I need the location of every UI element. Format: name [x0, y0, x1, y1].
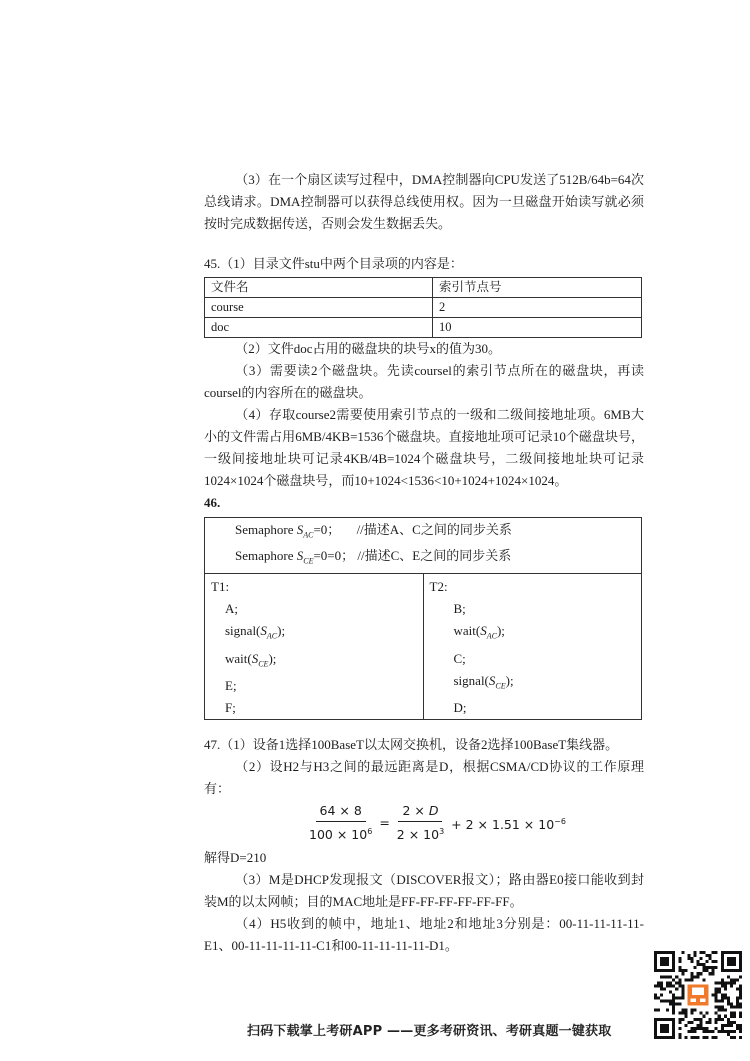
- q47-part3: （3）M是DHCP发现报文（DISCOVER报文）；路由器E0接口能收到封装M的以太网帧；目的MAC地址是FF-FF-FF-FF-FF-FF。: [204, 871, 644, 909]
- answer-page: [204, 169, 644, 957]
- q45-part1: 45.（1）目录文件stu中两个目录项的内容是：: [204, 256, 463, 271]
- statement: $signal(S_{AC})$;: [225, 623, 286, 641]
- rhs-fraction: $\frac{2 \times D}{2 \times 10^3}$: [396, 803, 445, 843]
- header-inode: 索引节点号: [433, 278, 642, 298]
- q45-part4: （4）存取course2需要使用索引节点的一级和二级间接地址项。6MB大小的文件需占用6MB/4KB=1536个磁盘块。直接地址项可记录10个磁盘块号，一级间接地址块可记录4KB/4B=1024个磁盘块号，二级间接地址块可记录1024×1024个磁盘块号，而10+1024<1536<10+1024+1024×1024。: [204, 407, 644, 488]
- cell-inode: 2: [433, 298, 642, 318]
- cell-filename: doc: [205, 318, 433, 338]
- q46-number: 46.: [204, 495, 221, 510]
- statement: B;: [453, 601, 466, 617]
- declaration-ac: Semaphore $S_{AC}=0$； //描述A、C之间的同步关系: [235, 522, 512, 540]
- thread-columns: [205, 574, 641, 719]
- statement: D;: [453, 700, 467, 716]
- qr-code-icon[interactable]: [654, 951, 742, 1039]
- cell-filename: course: [205, 298, 433, 318]
- q47-part2: （2）设H2与H3之间的最远距离是D，根据CSMA/CD协议的工作原理有：: [204, 759, 644, 797]
- statement: A;: [225, 601, 238, 617]
- q44-part3: （3）在一个扇区读写过程中，DMA控制器向CPU发送了512B/64b=64次总线请求。DMA控制器可以获得总线使用权。因为一旦磁盘开始读写就必须按时完成数据传送，否则会发生数据丢失。: [204, 172, 644, 231]
- thread-label: T1:: [211, 579, 230, 595]
- declaration-ce: Semaphore $S_{CE}=0=0$； //描述C、E之间的同步关系: [235, 547, 512, 566]
- semaphore-table: [204, 517, 642, 720]
- cell-inode: 10: [433, 318, 642, 338]
- q45-part3: （3）需要读2个磁盘块。先读coursel的索引节点所在的磁盘块，再读coursel的内容所在的磁盘块。: [204, 363, 644, 400]
- q47-solve: 解得D=210: [204, 849, 267, 865]
- statement: $wait(S_{CE})$;: [225, 650, 277, 669]
- semaphore-declarations: [205, 518, 641, 574]
- thread-t2: [423, 574, 642, 719]
- q45-part2: （2）文件doc占用的磁盘块的块号x的值为30。: [235, 341, 501, 356]
- lhs-fraction: $\frac{64 \times 8}{100 \times 10^6}$: [309, 803, 373, 843]
- formula-tail: + $2 \times 1.51 \times 10^{-6}$: [451, 816, 566, 833]
- statement: E;: [225, 678, 237, 694]
- table-header-row: [205, 278, 642, 298]
- statement: $signal(S_{CE})$;: [453, 672, 514, 691]
- thread-label: T2:: [429, 579, 448, 595]
- thread-t1: [205, 574, 423, 719]
- csma-cd-formula: $\frac{64 \times 8}{100 \times 10^6}$ = $\frac{2 \times D}{2 \times 10^3}$ + $2 \times 1.51 \times 10^{-6}$: [204, 802, 644, 844]
- directory-table: [204, 277, 642, 338]
- var-sac: $S_{AC}$: [296, 522, 314, 540]
- statement: F;: [225, 700, 236, 716]
- statement: $wait(S_{AC})$;: [453, 623, 505, 641]
- statement: C;: [453, 650, 466, 666]
- var-sce: $S_{CE}$: [296, 547, 314, 566]
- q47-part1: 47.（1）设备1选择100BaseT以太网交换机，设备2选择100BaseT集线器。: [204, 737, 619, 753]
- footer-promo-text: 扫码下载掌上考研APP ——更多考研资讯、考研真题一键获取: [247, 1024, 612, 1039]
- header-filename: 文件名: [205, 278, 433, 298]
- table-row: [205, 318, 642, 338]
- q47-part4: （4）H5收到的帧中，地址1、地址2和地址3分别是：00-11-11-11-11-E1、00-11-11-11-11-C1和00-11-11-11-11-D1。: [204, 915, 644, 953]
- table-row: [205, 298, 642, 318]
